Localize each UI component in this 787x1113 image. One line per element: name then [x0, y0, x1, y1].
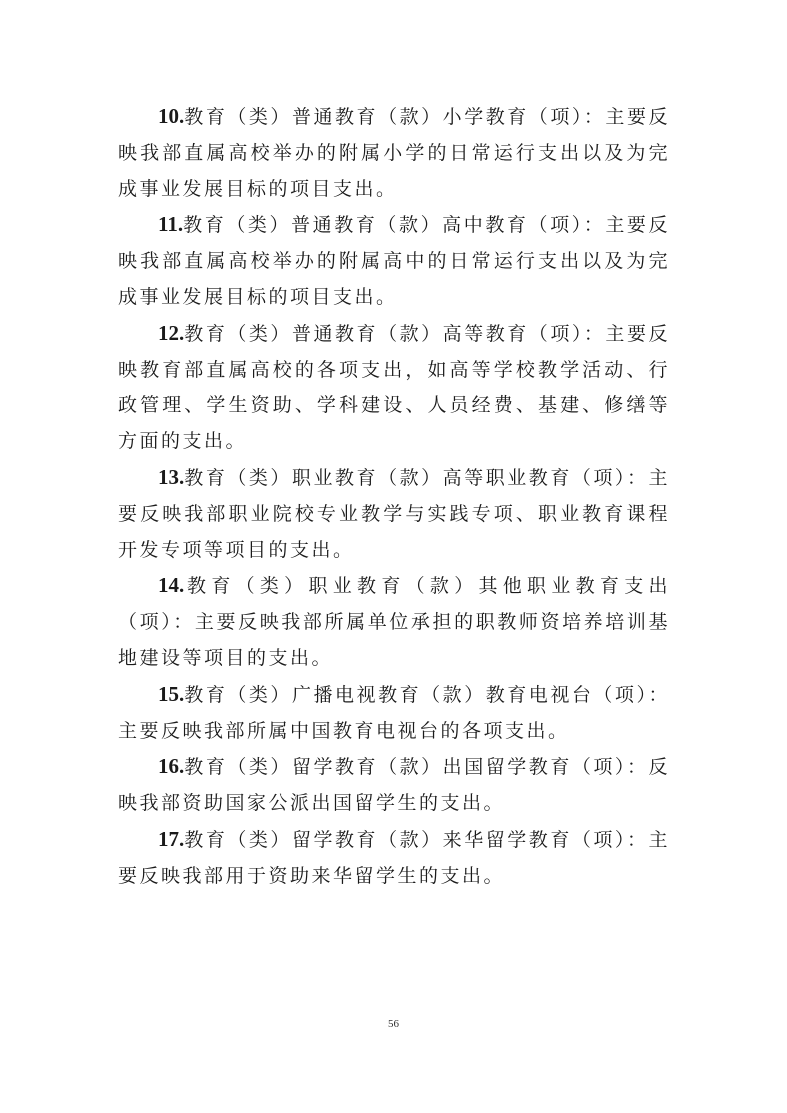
paragraph-13 — [118, 460, 670, 568]
item-text: 教育（类）普通教育（款）小学教育（项）：主要反映我部直属高校举办的附属小学的日常运行支出以及为完成事业发展目标的项目支出。 — [118, 106, 670, 200]
paragraph-16 — [118, 749, 670, 822]
item-number: 10. — [158, 104, 185, 128]
paragraph-11 — [118, 207, 670, 315]
item-number: 17. — [158, 826, 185, 851]
page-number: 56 — [388, 1018, 399, 1030]
item-number: 15. — [158, 681, 185, 706]
body-text — [118, 99, 670, 895]
item-number: 13. — [158, 464, 185, 489]
paragraph-17 — [118, 822, 670, 895]
item-text: 教育（类）职业教育（款）其他职业教育支出（项）：主要反映我部所属单位承担的职教师资培养培训基地建设等项目的支出。 — [118, 575, 670, 669]
item-text: 教育（类）留学教育（款）出国留学教育（项）：反映我部资助国家公派出国留学生的支出。 — [118, 756, 670, 815]
item-text: 教育（类）广播电视教育（款）教育电视台（项）：主要反映我部所属中国教育电视台的各项支出。 — [118, 683, 670, 742]
paragraph-14 — [118, 568, 670, 676]
paragraph-12 — [118, 316, 670, 460]
item-text: 教育（类）留学教育（款）来华留学教育（项）：主要反映我部用于资助来华留学生的支出。 — [118, 828, 670, 887]
item-text: 教育（类）职业教育（款）高等职业教育（项）：主要反映我部职业院校专业教学与实践专项、职业教育课程开发专项等项目的支出。 — [118, 466, 670, 561]
paragraph-10 — [118, 99, 670, 207]
item-number: 11. — [158, 212, 184, 237]
item-number: 16. — [158, 754, 185, 779]
paragraph-15 — [118, 677, 670, 750]
item-number: 12. — [158, 320, 185, 345]
item-text: 教育（类）普通教育（款）高等教育（项）：主要反映教育部直属高校的各项支出，如高等学校教学活动、行政管理、学生资助、学科建设、人员经费、基建、修缮等方面的支出。 — [118, 322, 670, 453]
item-text: 教育（类）普通教育（款）高中教育（项）：主要反映我部直属高校举办的附属高中的日常运行支出以及为完成事业发展目标的项目支出。 — [118, 214, 670, 308]
item-number: 14. — [158, 573, 185, 598]
